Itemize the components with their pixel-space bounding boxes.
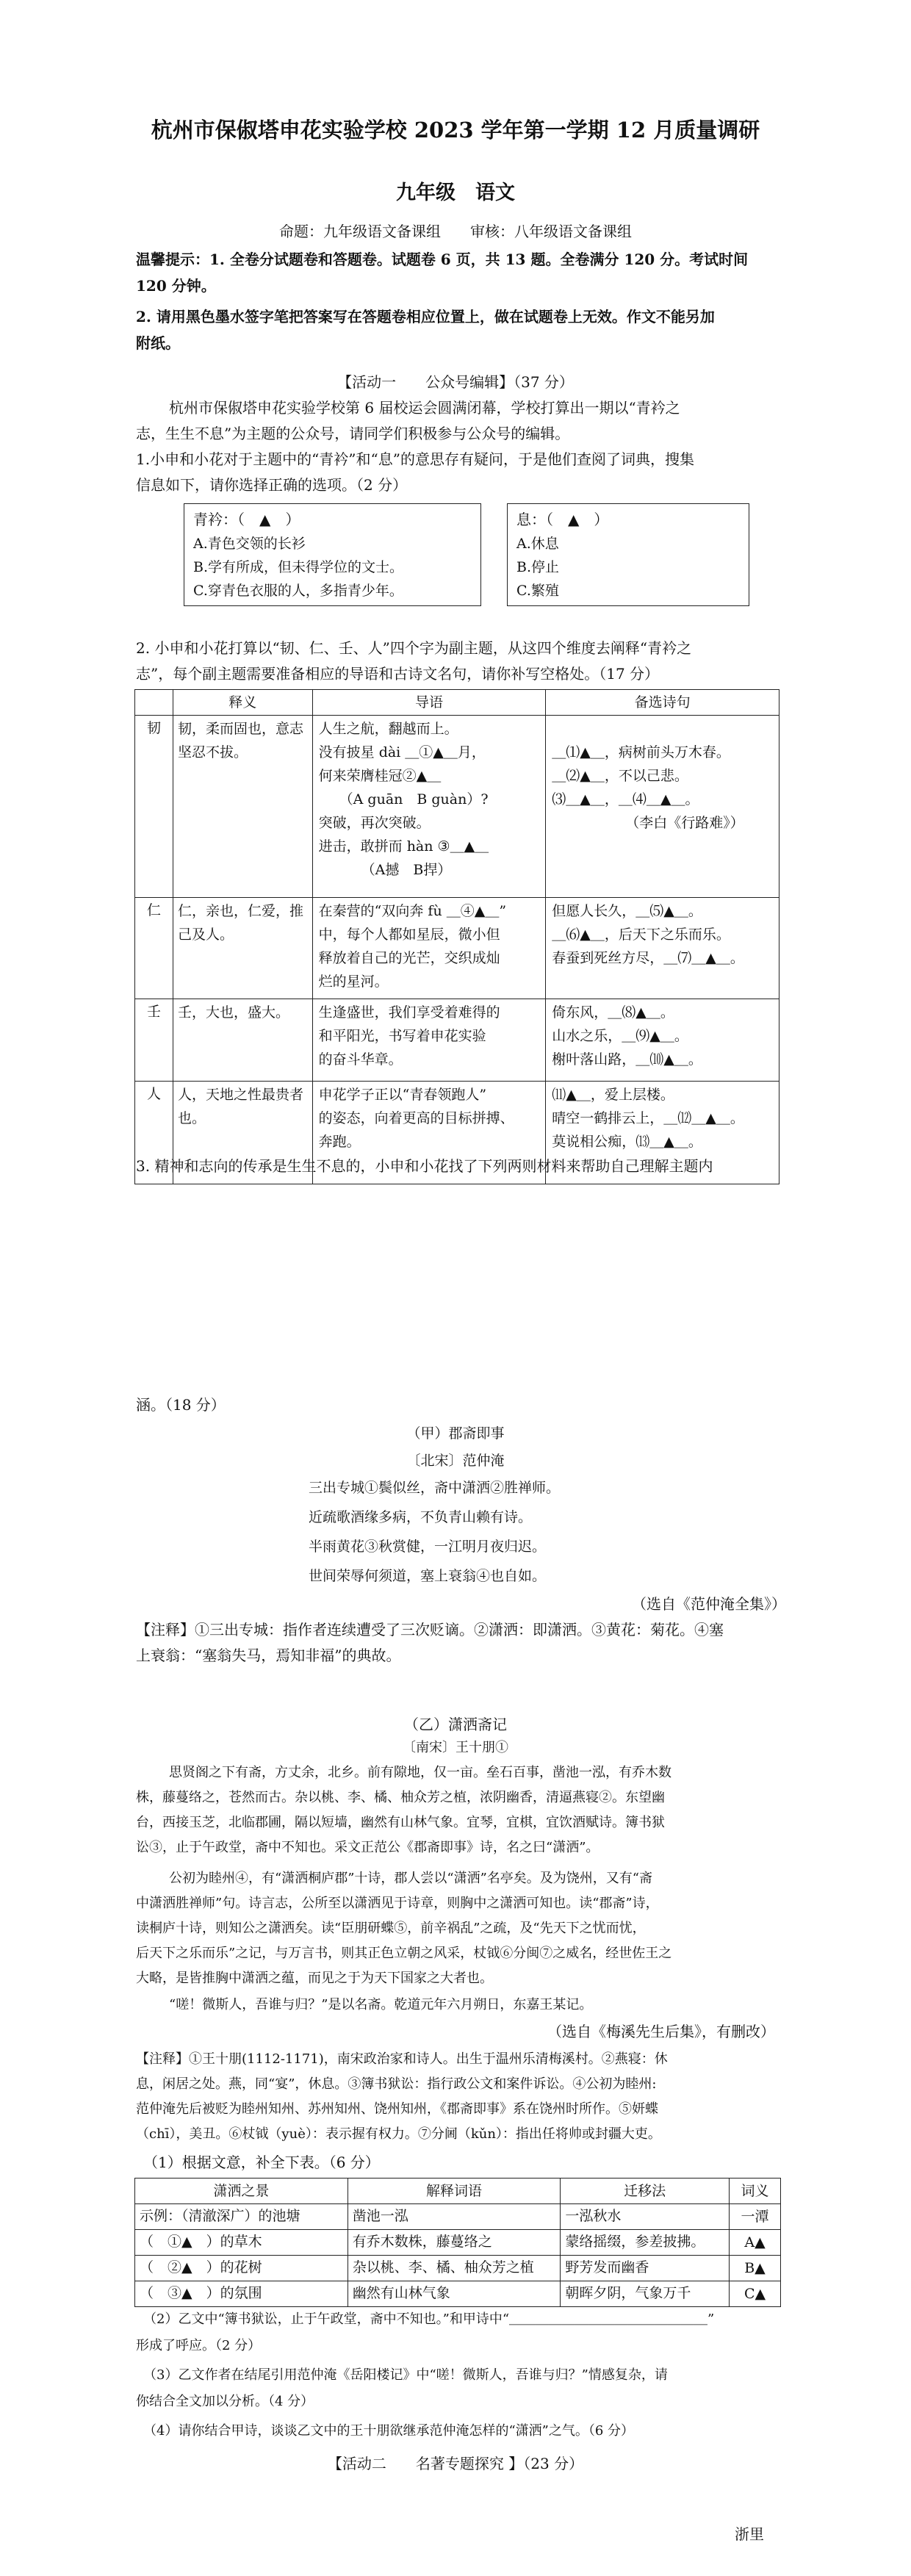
guide-line: 中，每个人都如星辰，微小但	[318, 927, 500, 943]
table-cell: 杂以桃、李、橘、柚众芳之植	[348, 2256, 561, 2281]
essay-line: 株，藤蔓络之，苍然而古。杂以桃、李、橘、柚众芳之植，浓阴幽香，清逼燕寝②。东望幽	[136, 1790, 665, 1805]
table-xiaosa	[134, 2178, 781, 2307]
tip-1b: 120 分钟。	[136, 277, 216, 295]
row-meaning: 人，天地之性最贵者也。	[173, 1082, 312, 1184]
poem-line: 倚东风，＿⑻▲＿。	[552, 1004, 674, 1021]
page-footer: 浙里	[735, 2525, 764, 2543]
box-xi-head: 息：（ ▲ ）	[516, 511, 609, 528]
guide-line: （A guān B guàn）?	[339, 791, 489, 807]
table-row	[135, 2281, 781, 2307]
q1-line2: 信息如下，请你选择正确的选项。（2 分）	[136, 476, 408, 494]
q3-line1: 3. 精神和志向的传承是生生不息的，小申和小花找了下列两则材料来帮助自己理解主题内	[136, 1157, 713, 1175]
row-guide	[312, 999, 546, 1082]
poem-line: ⑶＿▲＿，＿⑷＿▲＿。	[552, 791, 699, 807]
table-row	[135, 2204, 781, 2230]
table-cell: 蒙络摇缀，参差披拂。	[561, 2230, 730, 2256]
poem-line: 晴空一鹤排云上，＿⑿＿▲＿。	[552, 1110, 744, 1126]
row-char: 仁	[135, 898, 173, 999]
poem-jia-line: 半雨黄花③秋赏健，一江明月夜归迟。	[309, 1539, 547, 1555]
table-header: 解释词语	[348, 2179, 561, 2204]
activity1-intro2: 志，生生不息”为主题的公众号，请同学们积极参与公众号的编辑。	[136, 425, 570, 442]
poem-jia-line: 三出专城①鬓似丝，斋中潇洒②胜禅师。	[309, 1480, 561, 1496]
poem-jia-line: 世间荣辱何须道，塞上衰翁④也自如。	[309, 1568, 547, 1584]
activity1-heading: 【活动一 公众号编辑】（37 分）	[337, 373, 574, 391]
box-qinjin-head: 青衿：（ ▲ ）	[193, 511, 300, 528]
table-header: 备选诗句	[546, 690, 779, 716]
tip-1: 温馨提示：1. 全卷分试题卷和答题卷。试题卷 6 页，共 13 题。全卷满分 120 分。考试时间	[136, 251, 749, 268]
essay-yi-note: （chī），美丑。⑥杖钺（yuè）：表示握有权力。⑦分阃（kǔn）：指出任将帅或封疆大吏。	[136, 2126, 661, 2142]
table-cell: A▲	[730, 2230, 781, 2256]
poem-line: 山水之乐，＿⑼▲＿。	[552, 1028, 688, 1044]
poem-line: 莫说相公痴，⒀＿▲＿。	[552, 1134, 702, 1150]
poem-line: ＿⑴▲＿，病树前头万木春。	[552, 744, 730, 760]
table-cell: 一潭	[730, 2204, 781, 2230]
exam-title: 杭州市保俶塔申花实验学校 2023 学年第一学期 12 月质量调研	[151, 118, 760, 143]
table-header: 释义	[173, 690, 312, 716]
poem-jia-source: （选自《范仲淹全集》）	[632, 1595, 786, 1613]
table-row	[135, 2230, 781, 2256]
guide-line: 没有披星 dài ＿①▲＿月，	[318, 744, 486, 760]
table-cell: （ ③▲ ）的氛围	[135, 2281, 348, 2307]
guide-line: 释放着自己的光芒，交织成灿	[318, 950, 500, 966]
table-cell: （ ②▲ ）的花树	[135, 2256, 348, 2281]
table-header	[135, 690, 173, 716]
table-row	[135, 999, 779, 1082]
tip-2: 2. 请用黑色墨水签字笔把答案写在答题卷相应位置上，做在试题卷上无效。作文不能另加	[136, 308, 715, 325]
author-line: 命题：九年级语文备课组 审核：八年级语文备课组	[279, 223, 632, 240]
table-header: 迁移法	[561, 2179, 730, 2204]
table-header: 词义	[730, 2179, 781, 2204]
table-row	[135, 898, 779, 999]
box-qinjin-a: A.青色交领的长衫	[193, 536, 306, 552]
table-header-row	[135, 690, 779, 716]
q1-line1: 1.小申和小花对于主题中的“青衿”和“息”的意思存有疑问，于是他们查阅了词典，搜集	[136, 450, 694, 468]
essay-yi-title: （乙）潇洒斋记	[404, 1716, 507, 1733]
poem-line: 春蚕到死丝方尽，＿⑺＿▲＿。	[552, 950, 744, 966]
table-header: 潇洒之景	[135, 2179, 348, 2204]
essay-yi-note: 范仲淹先后被贬为睦州知州、苏州知州、饶州知州，《郡斋即事》系在饶州时所作。⑤妍蝶	[136, 2101, 658, 2117]
essay-line: 后天下之乐而乐”之记，与万言书，则其正色立朝之风采，杖钺⑥分闽⑦之威名，经世佐王之	[136, 1946, 672, 1961]
essay-line: 公初为睦州④，有“潇洒桐庐郡”十诗，郡人尝以“潇洒”名亭矣。及为饶州，又有“斋	[169, 1871, 653, 1886]
row-char: 壬	[135, 999, 173, 1082]
box-qinjin-c: C.穿青色衣服的人，多指青少年。	[193, 583, 403, 599]
q3-1-prompt: （1）根据文意，补全下表。（6 分）	[143, 2154, 380, 2171]
q3-3-line2: 你结合全文加以分析。（4 分）	[136, 2394, 314, 2409]
table-cell: C▲	[730, 2281, 781, 2307]
row-poems	[546, 716, 779, 898]
guide-line: （A撼 B捍）	[361, 862, 452, 878]
guide-line: 在秦营的“双向奔 fù ＿④▲＿”	[318, 903, 507, 919]
q3-4-prompt: （4）请你结合甲诗，谈谈乙文中的王十朋欲继承范仲淹怎样的“潇洒”之气。（6 分）	[143, 2423, 635, 2439]
guide-line: 奔跑。	[318, 1134, 361, 1150]
guide-line: 生逢盛世，我们享受着难得的	[318, 1004, 500, 1021]
table-cell: 野芳发而幽香	[561, 2256, 730, 2281]
essay-line: 大略，是皆推胸中潇洒之蕴，而见之于为天下国家之大者也。	[136, 1971, 493, 1986]
poem-jia-author: 〔北宋〕范仲淹	[406, 1453, 505, 1469]
q3-2-line1: （2）乙文中“簿书狱讼，止于午政堂，斋中不知也。”和甲诗中“＿＿＿＿＿＿＿＿＿＿＿＿＿＿＿”	[143, 2311, 715, 2327]
poem-line: ＿⑵▲＿，不以己悲。	[552, 768, 688, 784]
table-row	[135, 2256, 781, 2281]
poem-jia-note1: 【注释】①三出专城：指作者连续遭受了三次贬谪。②潇洒：即潇洒。③黄花：菊花。④塞	[136, 1621, 724, 1638]
guide-line: 突破，再次突破。	[318, 815, 431, 831]
table-cell: 朝晖夕阴，气象万千	[561, 2281, 730, 2307]
q3-3-line1: （3）乙文作者在结尾引用范仲淹《岳阳楼记》中“嗟！微斯人，吾谁与归？”情感复杂，请	[143, 2367, 668, 2383]
activity1-intro1: 杭州市保俶塔申花实验学校第 6 届校运会圆满闭幕，学校打算出一期以“青衿之	[169, 399, 680, 417]
poem-jia-line: 近疏歌酒缘多病，不负青山赖有诗。	[309, 1509, 533, 1525]
row-char: 韧	[135, 716, 173, 898]
box-xi	[507, 503, 749, 606]
table-subthemes	[134, 689, 779, 1184]
guide-line: 的姿态，向着更高的目标拼搏、	[318, 1110, 514, 1126]
row-guide	[312, 898, 546, 999]
row-meaning: 仁，亲也，仁爱，推己及人。	[173, 898, 312, 999]
row-guide	[312, 716, 546, 898]
table-cell: （ ①▲ ）的草木	[135, 2230, 348, 2256]
guide-line: 申花学子正以“青春领跑人”	[318, 1087, 487, 1103]
table-cell: B▲	[730, 2256, 781, 2281]
poem-line: （李白《行路难》）	[625, 815, 744, 831]
guide-line: 何来荣膺桂冠②▲＿	[318, 768, 442, 784]
guide-line: 人生之航，翻越而上。	[318, 721, 458, 737]
row-poems	[546, 898, 779, 999]
table-row	[135, 716, 779, 898]
activity2-heading: 【活动二 名著专题探究 】（23 分）	[327, 2455, 584, 2472]
guide-line: 烂的星河。	[318, 974, 389, 990]
poem-line: ⑾▲＿，爱上层楼。	[552, 1087, 674, 1103]
tip-2b: 附纸。	[136, 334, 180, 352]
box-qinjin-b: B.学有所成，但未得学位的文士。	[193, 559, 404, 575]
exam-subtitle: 九年级 语文	[396, 181, 515, 204]
guide-line: 进击，敢拼而 hàn ③＿▲＿	[318, 838, 489, 855]
table-cell: 一泓秋水	[561, 2204, 730, 2230]
poem-line: ＿⑹▲＿，后天下之乐而乐。	[552, 927, 730, 943]
essay-line: “嗟！微斯人，吾谁与归？”是以名斋。乾道元年六月朔日，东嘉王某记。	[169, 1997, 593, 2012]
box-xi-c: C.繁殖	[516, 583, 559, 599]
poem-line: 但愿人长久，＿⑸▲＿。	[552, 903, 702, 919]
q3-line2: 涵。（18 分）	[136, 1396, 226, 1414]
row-meaning: 韧，柔而固也，意志坚忍不拔。	[173, 716, 312, 898]
essay-yi-note: 息，闲居之处。燕，同“宴”，休息。③簿书狱讼：指行政公文和案件诉讼。④公初为睦州:	[136, 2076, 657, 2092]
table-header-row	[135, 2179, 781, 2204]
essay-yi-source: （选自《梅溪先生后集》，有删改）	[547, 2023, 775, 2040]
poem-jia-note2: 上衰翁：“塞翁失马，焉知非福”的典故。	[136, 1647, 401, 1664]
q3-2-line2: 形成了呼应。（2 分）	[136, 2338, 262, 2353]
essay-line: 读桐庐十诗，则知公之潇洒矣。读“臣朋研蝶⑤，前辛祸乱”之疏，及“先天下之忧而忧，	[136, 1921, 646, 1936]
row-meaning: 壬，大也，盛大。	[173, 999, 312, 1082]
guide-line: 的奋斗华章。	[318, 1051, 403, 1068]
table-cell: 示例：（清澈深广）的池塘	[135, 2204, 348, 2230]
table-cell: 凿池一泓	[348, 2204, 561, 2230]
essay-line: 中潇洒胜禅师”句。诗言志，公所至以潇洒见于诗章，则胸中之潇洒可知也。读“郡斋”诗，	[136, 1896, 659, 1911]
table-cell: 幽然有山林气象	[348, 2281, 561, 2307]
essay-line: 讼③，止于午政堂，斋中不知也。采文正范公《郡斋即事》诗，名之曰“潇洒”。	[136, 1840, 599, 1855]
table-cell: 有乔木数株，藤蔓络之	[348, 2230, 561, 2256]
essay-yi-note: 【注释】①王十朋(1112-1171)，南宋政治家和诗人。出生于温州乐清梅溪村。②燕寝：休	[136, 2051, 668, 2067]
essay-line: 台，西接玉芝，北临郡圃，隔以短墙，幽然有山林气象。宜琴，宜棋，宜饮酒赋诗。簿书狱	[136, 1815, 665, 1830]
poem-jia-title: （甲）郡斋即事	[406, 1425, 505, 1442]
box-qinjin	[184, 503, 481, 606]
table-header: 导语	[312, 690, 546, 716]
essay-line: 思贤阁之下有斋，方丈余，北乡。前有隙地，仅一亩。垒石百事，凿池一泓，有乔木数	[169, 1765, 671, 1780]
q2-line1: 2. 小申和小花打算以“韧、仁、壬、人”四个字为副主题，从这四个维度去阐释“青衿之	[136, 639, 692, 657]
poem-line: 榭叶落山路，＿⑽▲＿。	[552, 1051, 702, 1068]
essay-yi-author: 〔南宋〕王十朋①	[403, 1740, 508, 1755]
box-xi-b: B.停止	[516, 559, 560, 575]
box-xi-a: A.休息	[516, 536, 559, 552]
row-char: 人	[135, 1082, 173, 1184]
row-poems	[546, 999, 779, 1082]
q2-line2: 志”，每个副主题需要准备相应的导语和古诗文名句，请你补写空格处。（17 分）	[136, 665, 660, 683]
guide-line: 和平阳光，书写着申花实验	[318, 1028, 486, 1044]
